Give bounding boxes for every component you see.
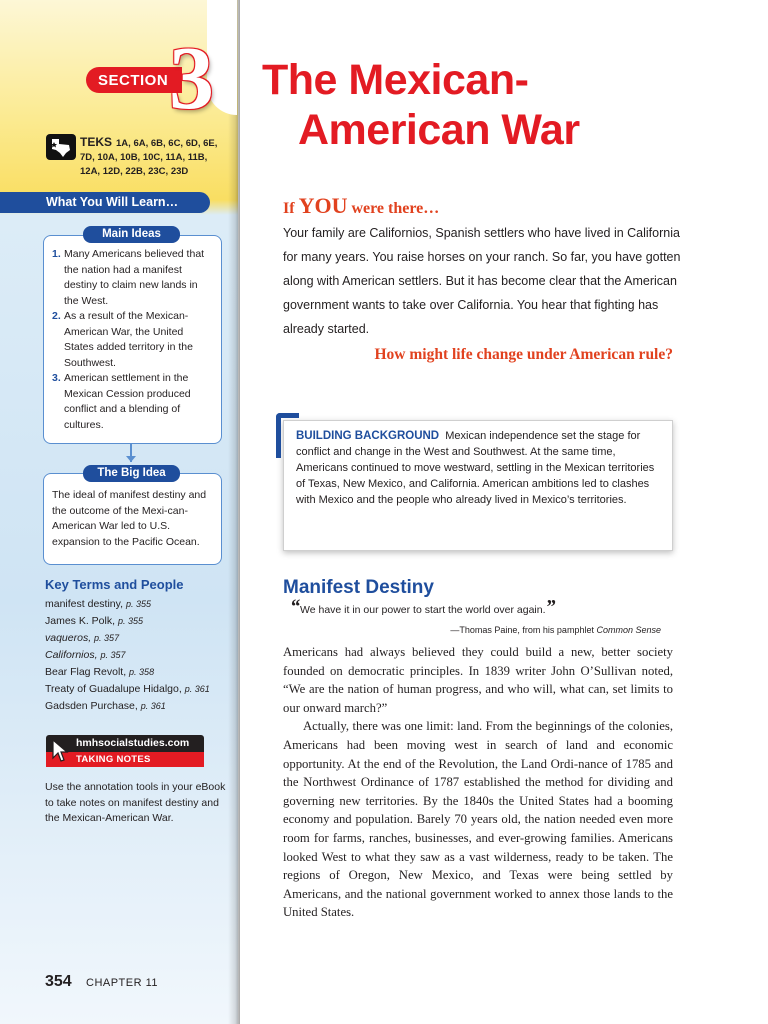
main-idea-item	[52, 371, 212, 433]
key-term-page: p. 361	[184, 684, 210, 694]
quote-attribution-author: —Thomas Paine, from his pamphlet	[450, 625, 594, 635]
key-term-name: Treaty of Guadalupe Hidalgo,	[45, 683, 182, 695]
key-terms-title: Key Terms and People	[45, 577, 184, 592]
key-term[interactable]	[45, 630, 230, 647]
hmh-taking-notes-link[interactable]	[46, 735, 204, 769]
key-term-name: manifest destiny,	[45, 598, 124, 610]
main-idea-number: 3.	[52, 372, 61, 384]
page-number: 354	[45, 973, 72, 990]
key-term-name: vaqueros,	[45, 632, 92, 644]
building-background-label: BUILDING BACKGROUND	[296, 430, 440, 442]
main-idea-text: As a result of the Mexican-American War, the United States added territory in the Southwest.	[64, 310, 193, 369]
quote-open-mark: “	[290, 596, 300, 618]
key-term[interactable]	[45, 698, 230, 715]
if-you-rest: were there…	[351, 200, 440, 217]
page-title	[262, 55, 742, 155]
what-you-will-learn-label: What You Will Learn…	[46, 195, 179, 209]
connector-arrow-icon	[126, 456, 136, 462]
key-term[interactable]	[45, 664, 230, 681]
cursor-icon	[50, 738, 70, 764]
texas-teks-icon	[46, 134, 76, 160]
main-idea-item	[52, 247, 212, 309]
body-text	[283, 643, 673, 922]
building-background-text	[296, 428, 664, 508]
key-term-page: p. 357	[94, 633, 120, 643]
section-number: 3	[169, 29, 214, 128]
page-title-line2: American War	[298, 106, 580, 154]
teks-label: TEKS	[80, 135, 113, 149]
main-idea-number: 2.	[52, 310, 61, 322]
key-term[interactable]	[45, 613, 230, 630]
key-terms-list	[45, 596, 230, 715]
hmh-site-label: hmhsocialstudies.com	[46, 735, 204, 752]
key-term-name: James K. Polk,	[45, 615, 116, 627]
if-you-if: If	[283, 200, 295, 217]
key-term-page: p. 361	[140, 701, 166, 711]
key-term-name: Bear Flag Revolt,	[45, 666, 127, 678]
main-idea-item	[52, 309, 212, 371]
section-label: SECTION	[98, 72, 169, 89]
body-paragraph: Americans had always believed they could build a new, better society founded on democratic principles. In 1839 writer John O’Sullivan noted, “We are the nation of human progress, and who will, what can, set limits to our onward march?”	[283, 645, 673, 715]
quote	[290, 596, 556, 618]
quote-attribution	[450, 625, 661, 635]
key-term[interactable]	[45, 647, 230, 664]
manifest-destiny-heading: Manifest Destiny	[283, 577, 434, 598]
key-term-page: p. 355	[125, 599, 151, 609]
taking-notes-label: TAKING NOTES	[46, 752, 204, 767]
teks-codes: 1A, 6A, 6B, 6C, 6D, 6E, 7D, 10A, 10B, 10C, 11A, 11B, 12A, 12D, 22B, 23C, 23D	[80, 138, 218, 177]
if-you-were-there-heading	[283, 193, 439, 219]
if-you-were-there-question: How might life change under American rule?	[374, 346, 673, 363]
page-title-line1: The Mexican-	[262, 56, 529, 104]
taking-notes-text: Use the annotation tools in your eBook to take notes on manifest destiny and the Mexican-American War.	[45, 781, 226, 824]
building-background-body: Mexican independence set the stage for conflict and change in the West and Southwest. At the same time, Americans continued to move westward, settling in the Mexican territories of Texas, New Mexico, and California. American ambitions led to clashes with Mexico and the people who already lived in Mexico’s territories.	[296, 430, 655, 506]
chapter-label: CHAPTER 11	[86, 977, 159, 989]
if-you-were-there-body: Your family are Californios, Spanish settlers who have lived in California for many years. You raise horses on your ranch. So far, you have gotten along with American settlers. But it has become clear that the American government wants to take over California. You hear that fighting has already started.	[283, 226, 681, 336]
main-idea-text: American settlement in the Mexican Cession produced conflict and a blending of cultures.	[64, 372, 191, 431]
main-idea-number: 1.	[52, 248, 61, 260]
key-term[interactable]	[45, 681, 230, 698]
if-you-you: YOU	[298, 193, 348, 218]
key-term-page: p. 355	[117, 616, 143, 626]
big-idea-tab: The Big Idea	[83, 465, 180, 482]
key-term-page: p. 358	[129, 667, 155, 677]
body-paragraph: Actually, there was one limit: land. From the beginnings of the colonies, Americans had been moving west in search of land and economic opportunity. At the end of the Revolution, the Land Ordi-nance of 1785 and the Northwest Ordinance of 1787 established the method for dividing and governing new territories. By the 1840s the United States had a booming economy and population. Barely 70 years old, the nation needed even more room for farms, ranches, businesses, and ever-growing families. Americans looked West to what they saw as a vast wilderness, ready to be taken. The regions of Oregon, New Mexico, and Texas were being settled by Americans, and the national government worked to annex those lands to the United States.	[283, 719, 673, 920]
key-term-name: Gadsden Purchase,	[45, 700, 138, 712]
key-term-page: p. 357	[100, 650, 126, 660]
teks-standards	[80, 135, 220, 179]
main-idea-text: Many Americans believed that the nation had a manifest destiny to claim new lands in the West.	[64, 248, 205, 307]
main-ideas-tab: Main Ideas	[83, 226, 180, 243]
quote-close-mark: ”	[545, 596, 556, 618]
key-term[interactable]	[45, 596, 230, 613]
big-idea-text: The ideal of manifest destiny and the outcome of the Mexi-can-American War led to U.S. expansion to the Pacific Ocean.	[52, 489, 207, 548]
quote-text: We have it in our power to start the world over again.	[300, 604, 546, 616]
quote-source: Common Sense	[596, 625, 661, 635]
key-term-name: Californios,	[45, 649, 98, 661]
sidebar-shadow	[228, 0, 240, 1024]
main-ideas-list	[52, 247, 212, 433]
